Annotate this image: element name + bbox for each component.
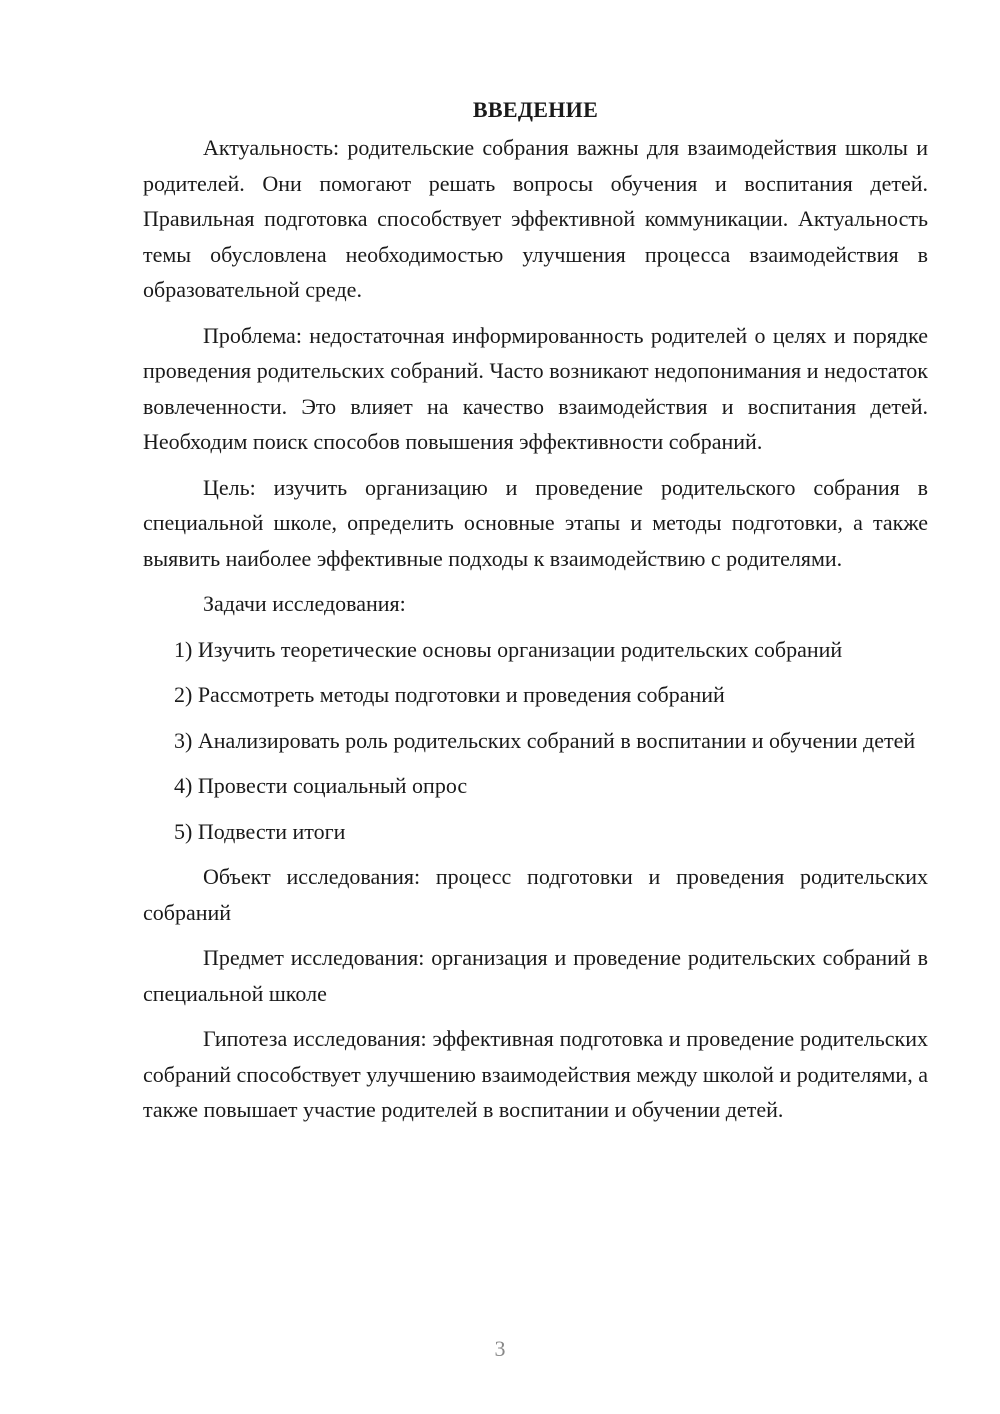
relevance-paragraph: Актуальность: родительские собрания важны для взаимодействия школы и родителей. Они помогают решать вопросы обучения и воспитания детей. Правильная подготовка способствует эффективной коммуникации. Актуальность темы обусловлена необходимостью улучшения процесса взаимодействия в образовательной среде. xyxy=(143,135,928,302)
hypothesis-paragraph: Гипотеза исследования: эффективная подготовка и проведение родительских собраний способствует улучшению взаимодействия между школой и родителями, а также повышает участие родителей в воспитании и обучении детей. xyxy=(143,1026,928,1122)
task-item-1: 1) Изучить теоретические основы организации родительских собраний xyxy=(174,636,843,662)
tasks-heading: Задачи исследования: xyxy=(203,591,406,616)
task-item-4: 4) Провести социальный опрос xyxy=(174,773,468,798)
section-title: ВВЕДЕНИЕ xyxy=(472,97,599,122)
subject-paragraph: Предмет исследования: организация и проведение родительских собраний в специальной школе xyxy=(143,945,928,1006)
object-paragraph: Объект исследования: процесс подготовки и проведения родительских собраний xyxy=(143,864,928,925)
task-item-2: 2) Рассмотреть методы подготовки и проведения собраний xyxy=(174,682,725,707)
page-number: 3 xyxy=(494,1336,506,1361)
goal-paragraph: Цель: изучить организацию и проведение родительского собрания в специальной школе, определить основные этапы и методы подготовки, а также выявить наиболее эффективные подходы к взаимодействию с родителями. xyxy=(143,474,928,571)
task-item-5: 5) Подвести итоги xyxy=(174,818,346,844)
document-page xyxy=(143,92,928,1138)
task-item-3: 3) Анализировать роль родительских собраний в воспитании и обучении детей xyxy=(174,727,916,753)
problem-paragraph: Проблема: недостаточная информированность родителей о целях и порядке проведения родительских собраний. Часто возникают недопонимания и недостаток вовлеченности. Это влияет на качество взаимодействия и воспитания детей. Необходим поиск способов повышения эффективности собраний. xyxy=(143,322,928,454)
